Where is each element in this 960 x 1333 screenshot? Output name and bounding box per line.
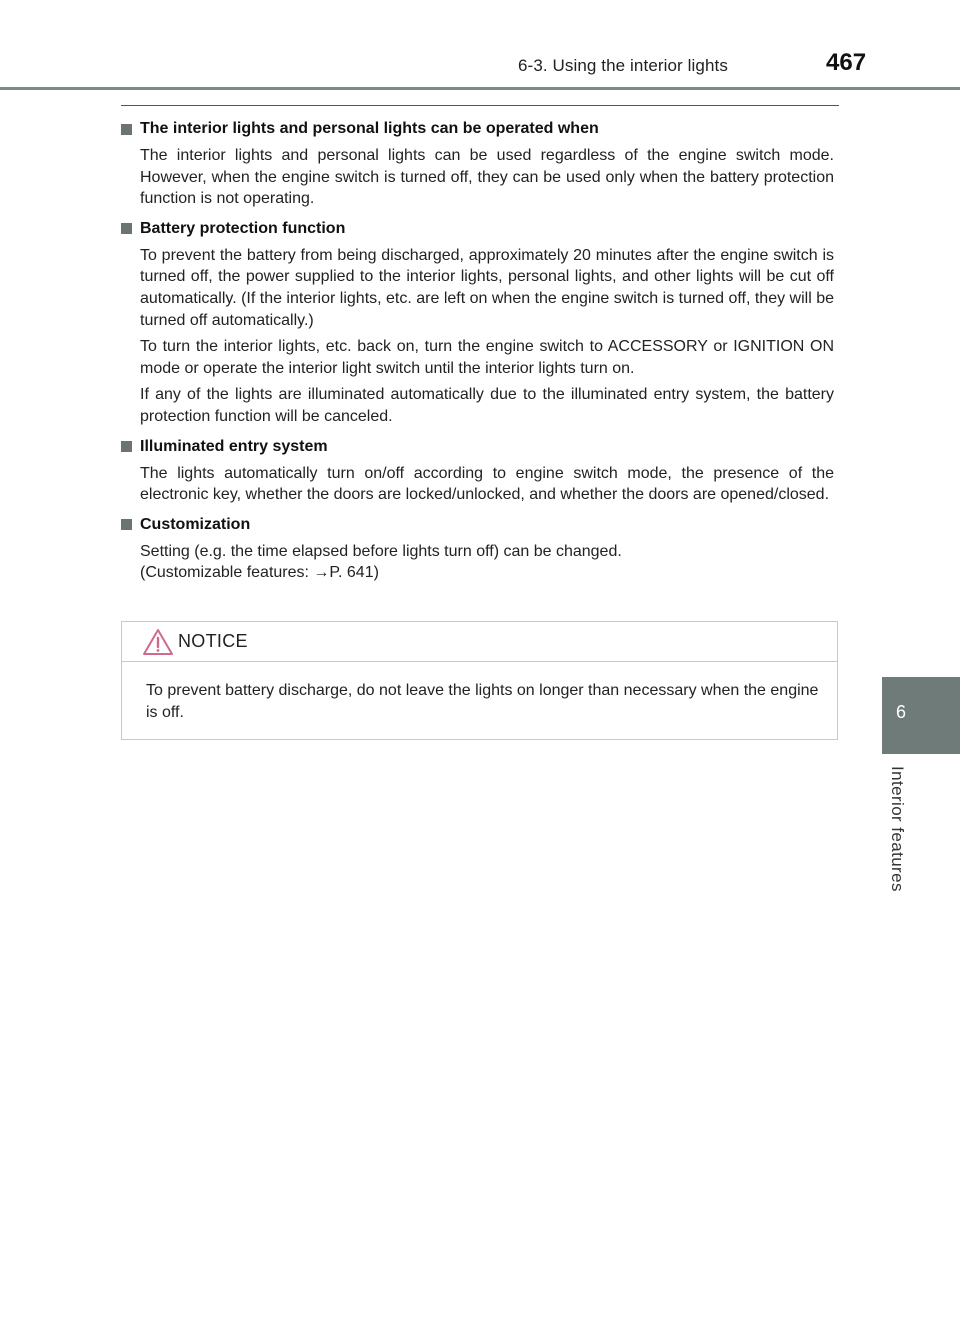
section-operation-conditions [121, 118, 834, 210]
section-battery-protection [121, 218, 834, 428]
section-paragraph: If any of the lights are illuminated automatically due to the illuminated entry system, the battery protection function will be canceled. [140, 386, 834, 425]
section-paragraph: The lights automatically turn on/off according to engine switch mode, the presence of the electronic key, whether the doors are locked/unlocked, and whether the doors are opened/closed. [140, 464, 834, 504]
notice-box [121, 621, 838, 740]
notice-body: To prevent battery discharge, do not leave the lights on longer than necessary when the engine is off. [146, 682, 819, 721]
section-paragraph: To turn the interior lights, etc. back on, turn the engine switch to ACCESSORY or IGNITION ON mode or operate the interior light switch until the interior lights turn on. [140, 338, 834, 377]
section-paragraph: To prevent the battery from being discharged, approximately 20 minutes after the engine switch is turned off, the power supplied to the interior lights, personal lights, and other lights will be cut off automatically. (If the interior lights, etc. are left on when the engine switch is turned off, they will be turned off automatically.) [140, 246, 834, 329]
section-paragraph: Setting (e.g. the time elapsed before lights turn off) can be changed. [140, 542, 622, 560]
section-heading: Battery protection function [140, 219, 346, 237]
section-paragraph: The interior lights and personal lights can be used regardless of the engine switch mode. However, when the engine switch is turned off, they can be used only when the battery protection function is not operating. [140, 147, 834, 208]
cross-reference-link[interactable]: (Customizable features: →P. 641) [140, 564, 379, 582]
square-bullet-icon [121, 124, 132, 135]
square-bullet-icon [121, 223, 132, 234]
chapter-label: Interior features [888, 766, 907, 892]
notice-title: NOTICE [178, 631, 248, 651]
warning-triangle-icon [142, 628, 174, 656]
square-bullet-icon [121, 441, 132, 452]
section-heading: Illuminated entry system [140, 437, 328, 455]
section-heading: Customization [140, 515, 251, 533]
section-heading: The interior lights and personal lights can be operated when [140, 120, 599, 137]
chapter-tab[interactable] [882, 677, 960, 754]
running-header-section: 6-3. Using the interior lights [518, 56, 728, 75]
page-number: 467 [826, 49, 867, 76]
section-customization [121, 514, 834, 584]
header-divider [0, 87, 960, 90]
main-content [121, 118, 834, 592]
square-bullet-icon [121, 519, 132, 530]
chapter-number: 6 [895, 702, 906, 722]
section-illuminated-entry [121, 436, 834, 506]
content-top-divider [121, 105, 839, 106]
notice-header [122, 622, 837, 662]
